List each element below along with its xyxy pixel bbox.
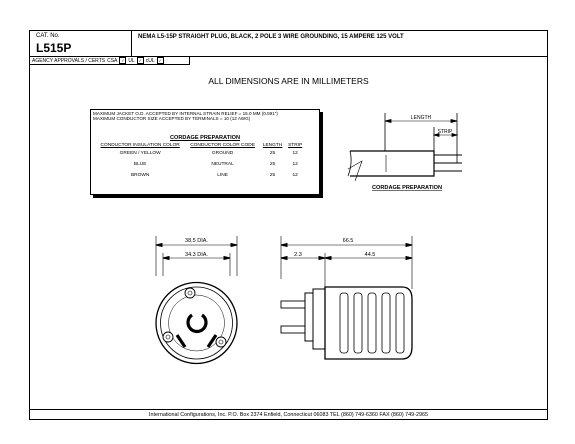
company-footer: International Configurations, Inc. P.O. Box 2374 Enfield, Connecticut 06083 TEL (860) 749-6360 FAX (860) 749-2965 (30, 409, 547, 419)
column-header-length: LENGTH (262, 143, 283, 148)
cord-diagram (348, 113, 462, 181)
prong-offset-dim: 2.3 (294, 252, 302, 258)
catalog-number: L515P (36, 41, 72, 55)
column-header-insulation: CONDUCTOR INSULATION COLOR (100, 143, 180, 148)
checkbox-icon: ✓ (121, 58, 125, 63)
inner-diameter-dim: 34.3 DIA. (185, 252, 208, 258)
checkbox-icon: ✓ (158, 58, 162, 63)
table-cell: 25 (269, 173, 276, 179)
cord-diagram-caption: CORDAGE PREPARATION (371, 185, 443, 191)
table-cell: 12 (292, 151, 298, 157)
column-header-color-code: CONDUCTOR COLOR CODE (190, 143, 255, 148)
table-cell: BLUE (133, 162, 147, 168)
overall-length-dim: 66.5 (342, 238, 354, 244)
cordage-note-line-2: MAXIMUM CONDUCTOR SIZE ACCEPTED BY TERMINALS = 10 (12 AWG) (93, 116, 251, 122)
table-cell: BROWN (130, 173, 150, 179)
table-cell: GREEN / YELLOW (119, 151, 161, 157)
table-cell: NEUTRAL (211, 162, 234, 168)
approvals-label: AGENCY APPROVALS / CERTS (32, 57, 106, 64)
approval-cul: cUL (145, 57, 155, 64)
cordage-note-line-1: MAXIMUM JACKET O.D. ACCEPTED BY INTERNAL STRAIN RELIEF = 15.0 MM (0.591") (93, 111, 278, 116)
table-cell: 12 (292, 173, 298, 179)
product-description: NEMA L5-15P STRAIGHT PLUG, BLACK, 2 POLE 3 WIRE GROUNDING, 15 AMPERE 125 VOLT (132, 31, 547, 57)
column-header-strip: STRIP (288, 143, 303, 148)
dimension-note: ALL DIMENSIONS ARE IN MILLIMETERS (208, 76, 369, 86)
checkbox-icon: ✓ (138, 58, 142, 63)
outer-diameter-dim: 38.5 DIA. (185, 238, 208, 244)
technical-drawing (30, 31, 549, 421)
cordage-table-title: CORDAGE PREPARATION (169, 135, 241, 141)
body-length-dim: 44.5 (364, 252, 376, 258)
approval-ul: UL (128, 57, 135, 64)
cord-strip-label: STRIP (437, 129, 453, 135)
table-cell: 12 (292, 162, 298, 168)
catalog-label: CAT. No. (36, 33, 60, 39)
drawing-sheet (29, 30, 548, 420)
table-cell: 25 (269, 162, 276, 168)
table-cell: GROUND (211, 151, 234, 157)
cord-length-label: LENGTH (410, 115, 432, 121)
approval-csa: CSA (107, 57, 118, 64)
table-cell: LINE (217, 173, 228, 179)
table-cell: 25 (269, 151, 276, 157)
